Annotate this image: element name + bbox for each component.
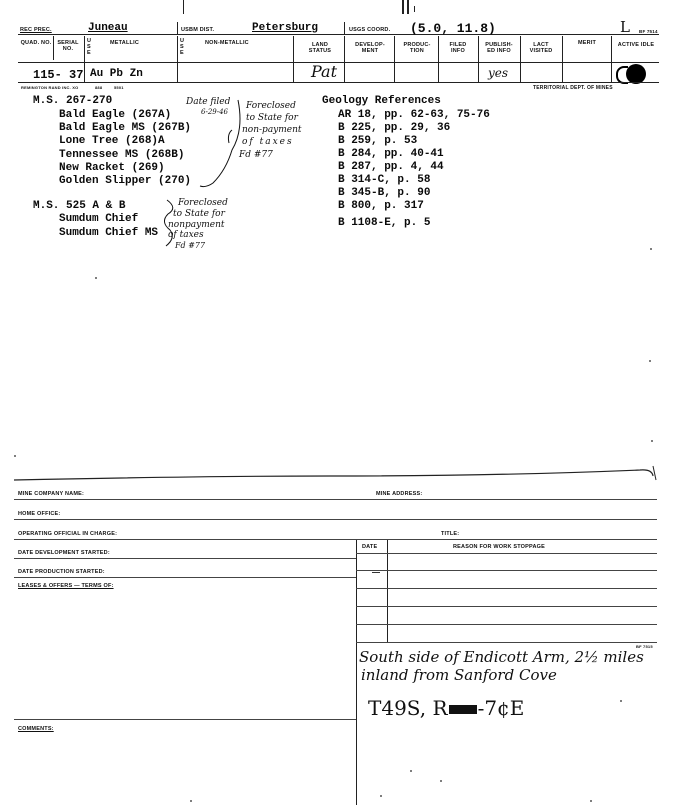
geology-ref: AR 18, pp. 62-63, 75-76 [338, 109, 490, 121]
geology-title: Geology References [322, 95, 441, 107]
date-prod-started-label: DATE PRODUCTION STARTED: [18, 569, 105, 575]
foreclosed-note-line: Fd #77 [175, 241, 206, 250]
form-number: BF 7514 [639, 29, 658, 34]
redaction-scribble [449, 705, 477, 714]
form-number-2: BF 7515 [636, 644, 653, 649]
usbm-dist-label: USBM DIST. [181, 27, 215, 33]
rec-prec-value: Juneau [88, 22, 128, 34]
col-serial: SERIAL NO. [57, 40, 79, 52]
geology-ref: B 800, p. 317 [338, 200, 424, 212]
quad-serial-value: 115- 37 [33, 68, 84, 82]
foreclosed-note-line: of taxes [168, 230, 204, 240]
col-non-metallic: NON-METALLIC [205, 40, 249, 46]
geology-ref: B 284, pp. 40-41 [338, 148, 444, 160]
foreclosed-note-line: Fd #77 [239, 150, 273, 160]
home-office-label: HOME OFFICE: [18, 511, 61, 517]
township-text: T49S, R [368, 696, 448, 720]
claim-item: Bald Eagle MS (267B) [59, 122, 192, 134]
geology-ref: B 287, pp. 4, 44 [338, 161, 444, 173]
reason-col-header: REASON FOR WORK STOPPAGE [453, 544, 545, 550]
foreclosed-note-line: non-payment [242, 125, 302, 135]
printer-code-1: 888 [95, 85, 103, 90]
date-dev-started-label: DATE DEVELOPMENT STARTED: [18, 550, 110, 556]
territorial-dept: TERRITORIAL DEPT. OF MINES [533, 85, 613, 91]
col-active-idle: ACTIVE IDLE [617, 42, 655, 48]
title-label: TITLE: [441, 531, 460, 537]
foreclosed-note-line: to State for [246, 113, 298, 123]
usgs-coord-value: (5.0, 11.8) [410, 21, 496, 36]
leases-offers-label: LEASES & OFFERS — TERMS OF: [18, 583, 114, 589]
ms-525-title: M.S. 525 A & B [33, 200, 126, 212]
foreclosed-note-line: Foreclosed [178, 198, 228, 208]
corner-mark: L [620, 18, 630, 36]
col-development: DEVELOP-MENT [355, 42, 385, 54]
date-col-header: DATE [362, 544, 378, 550]
geology-ref: B 225, pp. 29, 36 [338, 122, 451, 134]
foreclosed-note-line: to State for [173, 209, 225, 219]
col-metallic: METALLIC [110, 40, 139, 46]
printer-imprint: REMINGTON RAND INC. XO [21, 85, 79, 90]
date-filed-value: 6-29-46 [201, 108, 228, 116]
col-use-2: U S E [180, 38, 185, 56]
comments-label: COMMENTS: [18, 726, 54, 732]
land-status-value: Pat [311, 62, 338, 81]
claim-item: New Racket (269) [59, 162, 165, 174]
col-last-visited: LACT VISITED [529, 42, 553, 54]
operating-official-label: OPERATING OFFICIAL IN CHARGE: [18, 531, 118, 537]
claim-item: Sumdum Chief MS [59, 227, 159, 239]
col-use-1: U S E [87, 38, 92, 56]
usgs-coord-label: USGS COORD. [349, 27, 391, 33]
geology-ref: B 345-B, p. 90 [338, 187, 431, 199]
claim-item: Lone Tree (268)A [59, 135, 165, 147]
claim-item: Golden Slipper (270) [59, 175, 192, 187]
geology-ref: B 314-C, p. 58 [338, 174, 431, 186]
claim-item: Sumdum Chief [59, 213, 139, 225]
location-line-2: inland from Sanford Cove [361, 666, 557, 684]
foreclosed-note-line: Foreclosed [246, 101, 296, 111]
mine-address-label: MINE ADDRESS: [376, 491, 423, 497]
geology-ref: B 259, p. 53 [338, 135, 418, 147]
ms-267-270-title: M.S. 267-270 [33, 95, 113, 107]
township-range [368, 696, 524, 720]
geology-ref: B 1108-E, p. 5 [338, 217, 431, 229]
foreclosed-note-line: nonpayment [168, 220, 225, 230]
col-published-info: PUBLISH-ED INFO [485, 42, 513, 54]
foreclosed-note-line: of taxes [242, 137, 294, 147]
mine-company-name-label: MINE COMPANY NAME: [18, 491, 85, 497]
usbm-dist-value: Petersburg [252, 22, 319, 34]
col-land-status: LAND STATUS [308, 42, 332, 54]
col-filed-info: FILED INFO [449, 42, 467, 54]
col-quad: QUAD. NO. [20, 40, 52, 46]
col-production: PRODUC-TION [403, 42, 431, 54]
rec-prec-label: REC PREC. [20, 27, 52, 33]
claim-item: Tennessee MS (268B) [59, 149, 185, 161]
date-filed-note: Date filed [186, 97, 231, 107]
location-line-1: South side of Endicott Arm, 2½ miles [359, 648, 644, 666]
metallic-value: Au Pb Zn [90, 68, 143, 80]
claim-item: Bald Eagle (267A) [59, 109, 172, 121]
township-end-text: -7¢E [477, 696, 525, 720]
col-merit: MERIT [578, 40, 597, 46]
published-info-value: yes [488, 66, 509, 80]
printer-code-2: 5501 [114, 85, 124, 90]
